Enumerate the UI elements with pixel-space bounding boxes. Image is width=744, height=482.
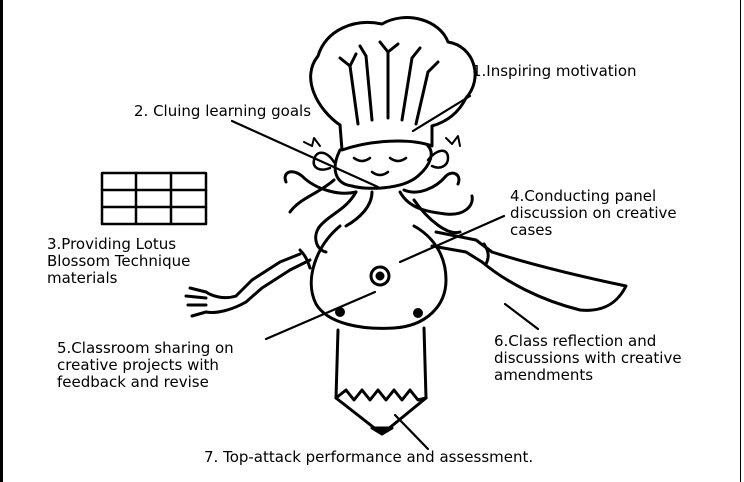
leader-line-5 — [266, 292, 375, 339]
step-6-label: 6.Class reflection and discussions with creative amendments — [494, 332, 682, 384]
fork-arm — [186, 250, 310, 316]
leader-line-7 — [395, 415, 428, 449]
chef-hat — [311, 18, 475, 150]
step-3-label: 3.Providing Lotus Blossom Technique materials — [47, 235, 191, 287]
lotus-grid-icon — [102, 173, 206, 224]
step-2-label: 2. Cluing learning goals — [134, 102, 312, 120]
leader-lines — [232, 96, 538, 449]
step-7-label: 7. Top-attack performance and assessment. — [204, 448, 534, 466]
pot-body — [311, 226, 446, 328]
chef-face — [304, 136, 460, 188]
leader-line-6 — [505, 304, 538, 329]
knife-arm — [432, 232, 626, 310]
tentacle-arms — [285, 172, 472, 252]
pencil-body — [336, 328, 426, 434]
step-1-label: 1.Inspiring motivation — [472, 62, 637, 80]
step-4-label: 4.Conducting panel discussion on creative cases — [510, 187, 677, 239]
step-5-label: 5.Classroom sharing on creative projects with feedback and revise — [57, 339, 234, 391]
